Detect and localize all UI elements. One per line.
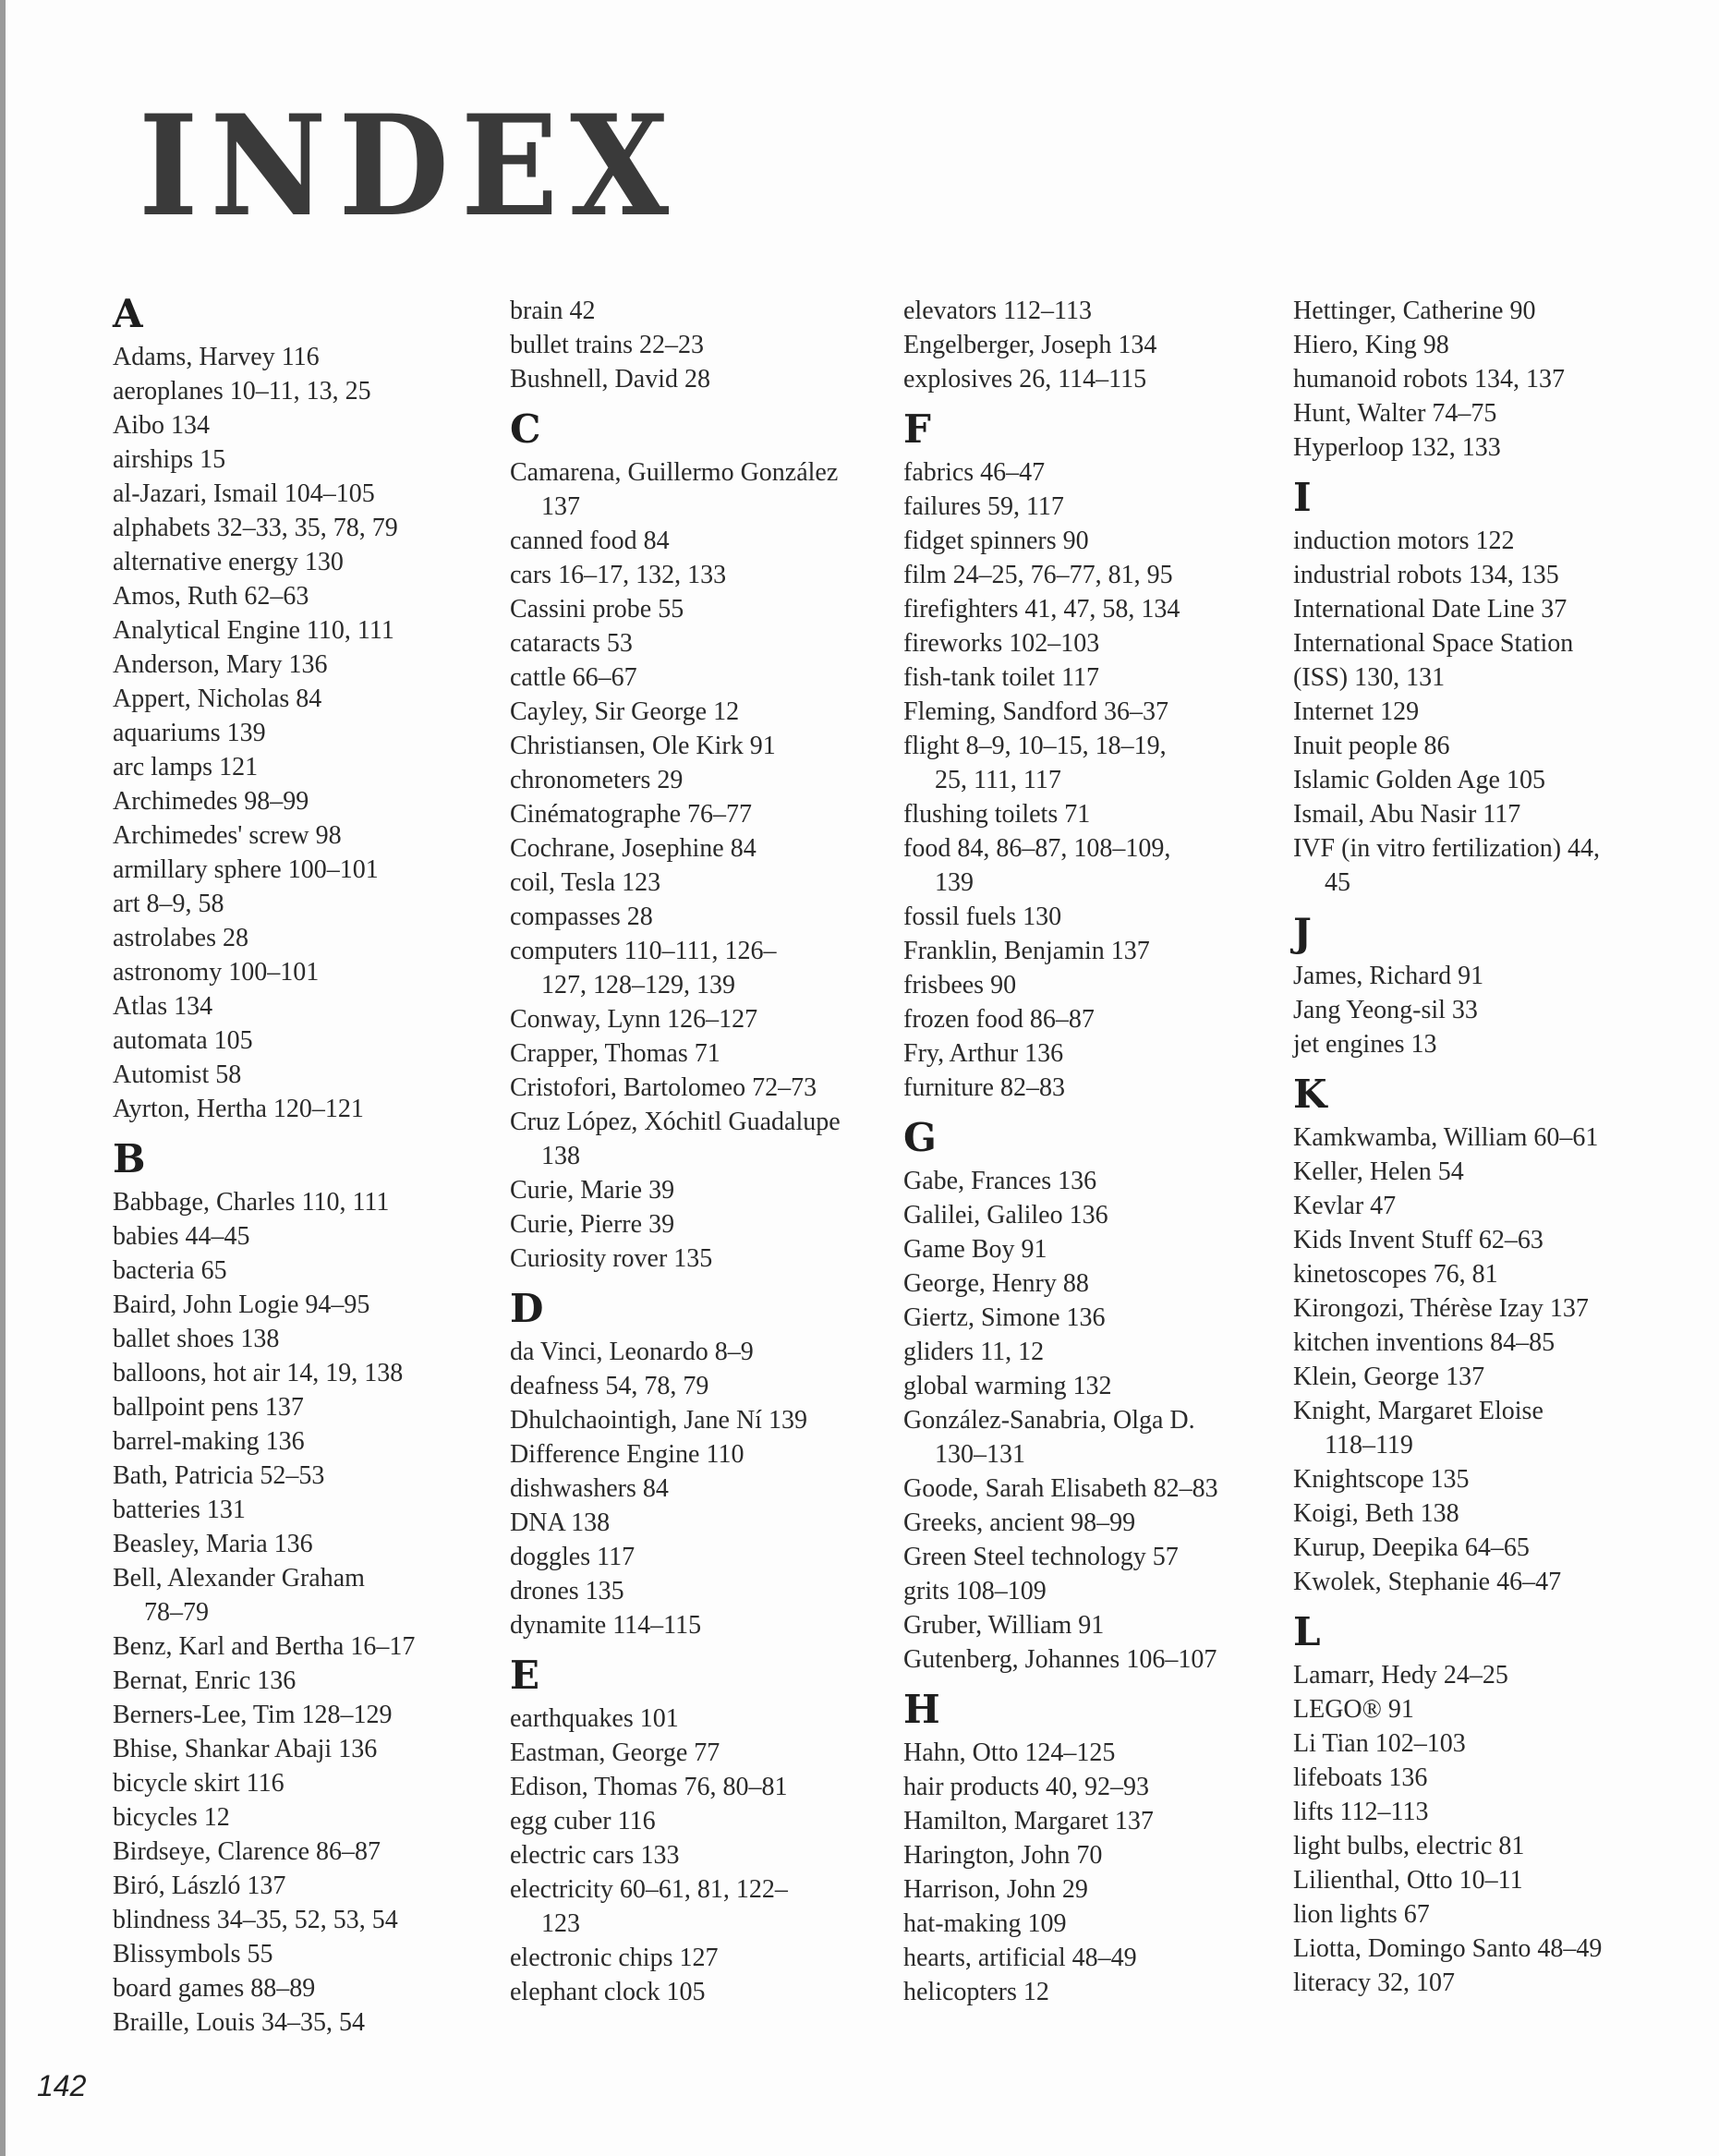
index-entry: Kids Invent Stuff 62–63 [1293,1226,1543,1254]
index-entry: Fleming, Sandford 36–37 [903,697,1168,726]
index-entry: Cinématographe 76–77 [510,800,753,829]
index-entry: Hiero, King 98 [1293,331,1449,359]
index-entry: Inuit people 86 [1293,732,1450,760]
index-entry: lion lights 67 [1293,1900,1430,1929]
index-entry: Babbage, Charles 110, 111 [113,1188,390,1217]
index-entry-continuation: 138 [541,1142,580,1170]
index-entry: flushing toilets 71 [903,800,1091,829]
index-entry: art 8–9, 58 [113,890,224,918]
index-entry: Cochrane, Josephine 84 [510,834,757,863]
index-entry: food 84, 86–87, 108–109, [903,834,1171,863]
index-entry: IVF (in vitro fertilization) 44, [1293,834,1601,863]
index-entry: Edison, Thomas 76, 80–81 [510,1773,788,1801]
index-entry: Galilei, Galileo 136 [903,1201,1108,1229]
page-number: 142 [37,2069,87,2102]
index-entry: Curie, Pierre 39 [510,1210,675,1239]
index-entry: elevators 112–113 [903,297,1092,325]
index-entry: light bulbs, electric 81 [1293,1832,1525,1860]
index-entry: blindness 34–35, 52, 53, 54 [113,1906,398,1934]
index-entry: Christiansen, Ole Kirk 91 [510,732,776,760]
section-letter-heading: G [903,1115,937,1160]
index-entry: Appert, Nicholas 84 [113,684,322,713]
index-entry: dynamite 114–115 [510,1611,702,1640]
index-entry: Baird, John Logie 94–95 [113,1290,370,1319]
index-entry: airships 15 [113,445,226,474]
section-letter-heading: I [1293,475,1312,520]
index-entry: ballpoint pens 137 [113,1393,304,1422]
index-entry: Franklin, Benjamin 137 [903,937,1150,965]
index-entry: babies 44–45 [113,1222,250,1251]
index-entry: Cristofori, Bartolomeo 72–73 [510,1073,817,1102]
index-entry: Internet 129 [1293,697,1420,726]
index-entry: Ayrton, Hertha 120–121 [113,1095,364,1123]
index-entry: fabrics 46–47 [903,458,1046,487]
index-entry: Hyperloop 132, 133 [1293,433,1501,462]
index-entry: Conway, Lynn 126–127 [510,1005,758,1034]
index-entry: Gabe, Frances 136 [903,1167,1097,1195]
index-entry: Islamic Golden Age 105 [1293,766,1545,794]
section-letter-heading: F [903,406,931,452]
index-entry: Green Steel technology 57 [903,1543,1179,1571]
index-entry: (ISS) 130, 131 [1293,663,1446,692]
index-entry: Ismail, Abu Nasir 117 [1293,800,1521,829]
page-edge [0,0,6,2156]
index-entry: Kamkwamba, William 60–61 [1293,1123,1599,1152]
index-column-1 [113,291,510,2040]
index-entry: Liotta, Domingo Santo 48–49 [1293,1934,1603,1963]
index-entry: Dhulchaointigh, Jane Ní 139 [510,1406,807,1435]
index-entry: failures 59, 117 [903,492,1064,521]
index-entry: Crapper, Thomas 71 [510,1039,720,1068]
index-entry: fish-tank toilet 117 [903,663,1100,692]
index-entry: Cassini probe 55 [510,595,684,624]
index-entry: Archimedes 98–99 [113,787,309,816]
index-entry: Bell, Alexander Graham [113,1564,365,1593]
index-entry: Blissymbols 55 [113,1940,273,1968]
index-entry: Goode, Sarah Elisabeth 82–83 [903,1474,1218,1503]
index-entry: earthquakes 101 [510,1704,679,1733]
index-entry: balloons, hot air 14, 19, 138 [113,1359,404,1387]
index-entry: Knightscope 135 [1293,1465,1470,1494]
index-entry: astrolabes 28 [113,924,248,952]
index-entry-continuation: 137 [541,492,580,521]
index-entry: computers 110–111, 126– [510,937,777,965]
index-entry: furniture 82–83 [903,1073,1065,1102]
index-entry: Biró, László 137 [113,1871,286,1900]
index-entry: lifts 112–113 [1293,1798,1429,1826]
index-entry: Kirongozi, Thérèse Izay 137 [1293,1294,1589,1323]
index-entry: drones 135 [510,1577,624,1605]
index-entry: International Space Station [1293,629,1574,658]
index-entry: cars 16–17, 132, 133 [510,561,727,589]
index-entry: armillary sphere 100–101 [113,855,379,884]
index-entry: Li Tian 102–103 [1293,1729,1466,1758]
index-entry: fidget spinners 90 [903,527,1089,555]
index-entry: industrial robots 134, 135 [1293,561,1559,589]
index-entry: aquariums 139 [113,719,266,747]
index-entry: Harington, John 70 [903,1841,1103,1870]
index-entry: da Vinci, Leonardo 8–9 [510,1338,754,1366]
index-entry: bicycles 12 [113,1803,230,1832]
index-entry: Berners-Lee, Tim 128–129 [113,1701,393,1729]
section-letter-heading: C [510,406,541,452]
index-entry: global warming 132 [903,1372,1112,1400]
index-entry: gliders 11, 12 [903,1338,1045,1366]
index-entry: explosives 26, 114–115 [903,365,1147,394]
index-entry: Jang Yeong-sil 33 [1293,996,1478,1024]
index-entry: automata 105 [113,1026,253,1055]
index-entry: International Date Line 37 [1293,595,1568,624]
index-column-4 [1293,294,1690,2000]
index-entry: Automist 58 [113,1060,242,1089]
index-entry: Klein, George 137 [1293,1363,1485,1391]
index-entry: dishwashers 84 [510,1474,669,1503]
section-letter-heading: L [1293,1609,1321,1654]
index-entry: Kurup, Deepika 64–65 [1293,1533,1530,1562]
index-entry: George, Henry 88 [903,1269,1089,1298]
index-entry: deafness 54, 78, 79 [510,1372,709,1400]
index-entry: Hamilton, Margaret 137 [903,1807,1154,1835]
index-entry: lifeboats 136 [1293,1763,1428,1792]
index-entry: González-Sanabria, Olga D. [903,1406,1195,1435]
index-entry: brain 42 [510,297,596,325]
index-entry: kinetoscopes 76, 81 [1293,1260,1498,1289]
index-entry: kitchen inventions 84–85 [1293,1328,1556,1357]
page-title: INDEX [139,85,682,248]
index-entry: ballet shoes 138 [113,1325,280,1353]
index-entry: film 24–25, 76–77, 81, 95 [903,561,1173,589]
index-entry: Fry, Arthur 136 [903,1039,1064,1068]
index-entry: Hettinger, Catherine 90 [1293,297,1536,325]
index-entry: fossil fuels 130 [903,902,1062,931]
index-entry: cataracts 53 [510,629,633,658]
index-entry: compasses 28 [510,902,653,931]
section-letter-heading: D [510,1286,544,1331]
index-entry: Hunt, Walter 74–75 [1293,399,1497,428]
index-entry: bicycle skirt 116 [113,1769,284,1798]
index-entry: DNA 138 [510,1508,611,1537]
index-entry-continuation: 25, 111, 117 [935,766,1061,794]
index-column-2 [510,294,907,2009]
index-entry: alternative energy 130 [113,548,344,576]
section-letter-heading: K [1293,1072,1327,1117]
index-entry: Bernat, Enric 136 [113,1666,297,1695]
index-entry: Atlas 134 [113,992,213,1021]
index-entry: Hahn, Otto 124–125 [903,1738,1116,1767]
index-entry: Beasley, Maria 136 [113,1530,313,1558]
index-entry: hearts, artificial 48–49 [903,1944,1137,1972]
index-entry: Camarena, Guillermo González [510,458,839,487]
index-entry: Game Boy 91 [903,1235,1047,1264]
section-letter-heading: E [510,1653,540,1698]
index-entry: electronic chips 127 [510,1944,719,1972]
index-entry: board games 88–89 [113,1974,316,2003]
index-entry: Benz, Karl and Bertha 16–17 [113,1632,416,1661]
index-entry: canned food 84 [510,527,670,555]
index-entry: Anderson, Mary 136 [113,650,328,679]
index-entry: Analytical Engine 110, 111 [113,616,394,645]
index-entry: Curie, Marie 39 [510,1176,675,1205]
index-entry: flight 8–9, 10–15, 18–19, [903,732,1167,760]
index-entry: fireworks 102–103 [903,629,1100,658]
index-entry: hat-making 109 [903,1909,1067,1938]
index-column-3 [903,294,1301,2009]
index-entry: Bhise, Shankar Abaji 136 [113,1735,378,1763]
index-entry-continuation: 123 [541,1909,580,1938]
index-entry: Kevlar 47 [1293,1192,1397,1220]
index-entry: Adams, Harvey 116 [113,343,320,371]
index-entry: Cruz López, Xóchitl Guadalupe [510,1108,841,1136]
index-entry: cattle 66–67 [510,663,637,692]
index-entry: electric cars 133 [510,1841,680,1870]
index-entry: Braille, Louis 34–35, 54 [113,2008,365,2037]
index-entry: induction motors 122 [1293,527,1515,555]
index-entry: Birdseye, Clarence 86–87 [113,1837,381,1866]
index-entry: Harrison, John 29 [903,1875,1088,1904]
index-entry: Giertz, Simone 136 [903,1303,1106,1332]
index-entry: LEGO® 91 [1293,1695,1414,1724]
index-entry: bacteria 65 [113,1256,227,1285]
index-entry: Koigi, Beth 138 [1293,1499,1459,1528]
index-entry: elephant clock 105 [510,1978,706,2006]
index-entry: grits 108–109 [903,1577,1047,1605]
index-entry: Lamarr, Hedy 24–25 [1293,1661,1508,1690]
index-entry: literacy 32, 107 [1293,1968,1455,1997]
index-entry-continuation: 127, 128–129, 139 [541,971,735,999]
index-entry: Kwolek, Stephanie 46–47 [1293,1568,1562,1596]
index-entry: Cayley, Sir George 12 [510,697,740,726]
index-entry: Knight, Margaret Eloise [1293,1397,1543,1425]
index-entry: Archimedes' screw 98 [113,821,342,850]
index-entry: Bushnell, David 28 [510,365,710,394]
index-entry: Amos, Ruth 62–63 [113,582,309,611]
index-entry: frisbees 90 [903,971,1017,999]
index-entry: egg cuber 116 [510,1807,656,1835]
index-entry: doggles 117 [510,1543,636,1571]
index-entry: coil, Tesla 123 [510,868,661,897]
index-entry: Greeks, ancient 98–99 [903,1508,1136,1537]
index-entry: bullet trains 22–23 [510,331,704,359]
index-entry: aeroplanes 10–11, 13, 25 [113,377,371,406]
index-entry: arc lamps 121 [113,753,259,781]
index-entry: astronomy 100–101 [113,958,320,987]
index-entry: jet engines 13 [1293,1030,1437,1059]
index-entry: al-Jazari, Ismail 104–105 [113,479,375,508]
index-entry: Engelberger, Joseph 134 [903,331,1157,359]
index-entry: chronometers 29 [510,766,684,794]
index-entry: Gutenberg, Johannes 106–107 [903,1645,1217,1674]
index-entry: barrel-making 136 [113,1427,305,1456]
index-entry: humanoid robots 134, 137 [1293,365,1565,394]
index-entry: Eastman, George 77 [510,1738,720,1767]
section-letter-heading: B [113,1136,146,1181]
section-letter-heading: H [903,1687,940,1732]
index-entry: alphabets 32–33, 35, 78, 79 [113,514,398,542]
index-entry: James, Richard 91 [1293,962,1484,990]
index-entry-continuation: 78–79 [144,1598,209,1627]
section-letter-heading: J [1293,910,1312,955]
index-entry-continuation: 45 [1325,868,1350,897]
index-entry: Lilienthal, Otto 10–11 [1293,1866,1523,1895]
index-entry: Aibo 134 [113,411,210,440]
index-entry: electricity 60–61, 81, 122– [510,1875,788,1904]
index-entry: frozen food 86–87 [903,1005,1095,1034]
section-letter-heading: A [113,291,143,336]
index-entry-continuation: 130–131 [935,1440,1025,1469]
index-entry-continuation: 139 [935,868,974,897]
index-entry: Difference Engine 110 [510,1440,744,1469]
index-entry: batteries 131 [113,1496,246,1524]
index-entry: Bath, Patricia 52–53 [113,1461,325,1490]
index-entry: Gruber, William 91 [903,1611,1105,1640]
index-entry: Curiosity rover 135 [510,1244,713,1273]
index-entry: firefighters 41, 47, 58, 134 [903,595,1180,624]
index-entry-continuation: 118–119 [1325,1431,1413,1460]
index-entry: helicopters 12 [903,1978,1049,2006]
index-entry: Keller, Helen 54 [1293,1157,1464,1186]
index-entry: hair products 40, 92–93 [903,1773,1149,1801]
